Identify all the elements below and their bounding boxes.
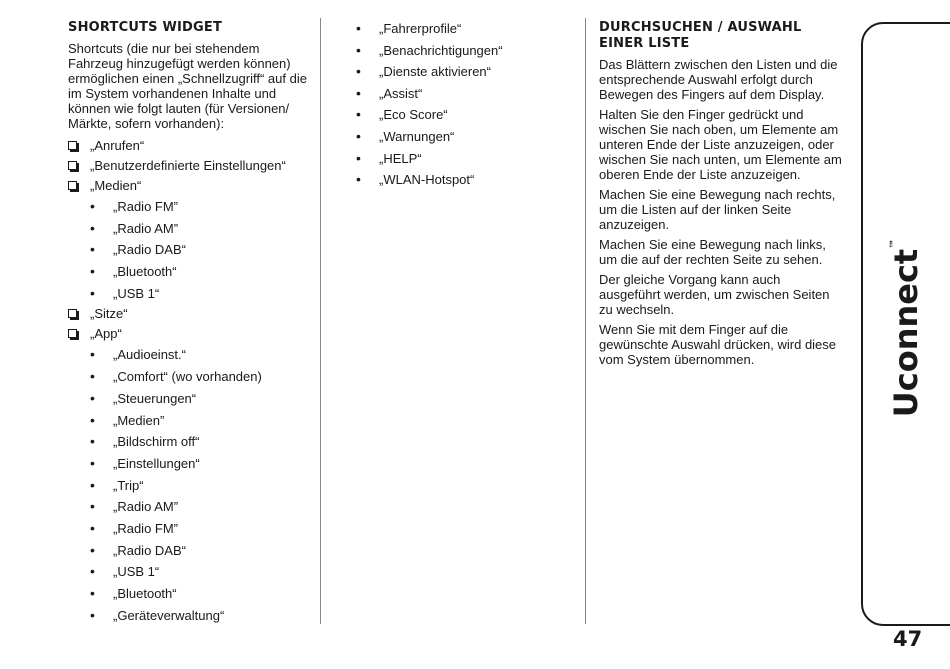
sub-list-item xyxy=(68,261,308,283)
list-item-text: „WLAN-Hotspot“ xyxy=(379,172,475,188)
list-item-text: „Medien” xyxy=(113,412,165,428)
list-item-text: „Steuerungen“ xyxy=(113,390,197,406)
bullet-dot-icon: • xyxy=(90,219,95,236)
column-divider xyxy=(585,18,586,624)
list-item xyxy=(68,156,308,176)
bullet-dot-icon: • xyxy=(356,106,361,123)
section-heading-shortcuts: SHORTCUTS WIDGET xyxy=(68,20,223,35)
list-item-text: „Radio FM” xyxy=(113,199,179,214)
bullet-dot-icon: • xyxy=(90,519,95,536)
list-item-text: „HELP“ xyxy=(379,150,422,166)
instruction-paragraph: Wenn Sie mit dem Finger auf die gewünschte Auswahl drücken, wird diese vom System übernommen. xyxy=(599,322,837,367)
list-item-text: „Radio DAB“ xyxy=(113,542,186,558)
instruction-paragraph: Halten Sie den Finger gedrückt und wischen Sie nach oben, um Elemente am unteren Ende der Liste anzuzeigen, oder wischen Sie nach unten, um Elemente am oberen Ende der Liste anzuzeigen. xyxy=(599,107,842,182)
list-item-text: „Geräteverwaltung“ xyxy=(113,607,225,623)
shortcuts-list xyxy=(68,136,308,626)
trademark-symbol: ™ xyxy=(889,238,900,249)
list-item-text: „Bluetooth“ xyxy=(113,264,177,280)
list-item-text: „Comfort“ (wo vorhanden) xyxy=(113,369,262,385)
list-item-text: „Fahrerprofile“ xyxy=(379,21,462,36)
section-heading-browse: DURCHSUCHEN / AUSWAHL EINER LISTE xyxy=(599,20,802,51)
shortcuts-intro: Shortcuts (die nur bei stehendem Fahrzeug hinzugefügt werden können) ermöglichen einen „Schnellzugriff“ auf die im System vorhandenen Inhalte und können wie folgt lauten (für Versionen/ Märkte, sofern vorhanden): xyxy=(68,41,307,131)
list-item-text: „Sitze“ xyxy=(90,306,128,322)
sub-list-item xyxy=(356,40,576,62)
instruction-paragraph: Das Blättern zwischen den Listen und die entsprechende Auswahl erfolgt durch Bewegen des Fingers auf dem Display. xyxy=(599,57,838,102)
bullet-dot-icon: • xyxy=(356,84,361,101)
bullet-dot-icon: • xyxy=(356,41,361,58)
instruction-paragraph: Der gleiche Vorgang kann auch ausgeführt werden, um zwischen Seiten zu wechseln. xyxy=(599,272,830,317)
bullet-dot-icon: • xyxy=(356,63,361,80)
sub-list-item xyxy=(68,605,308,627)
list-item xyxy=(68,324,308,344)
bullet-dot-icon: • xyxy=(356,20,361,36)
checkbox-square-icon xyxy=(68,181,77,190)
sub-list-item xyxy=(356,18,576,40)
checkbox-square-icon xyxy=(68,309,77,318)
bullet-dot-icon: • xyxy=(90,563,95,580)
sub-list-item xyxy=(356,169,576,191)
sub-list-item xyxy=(68,540,308,562)
list-item-text: „Radio FM” xyxy=(113,520,179,536)
list-item-text: „Dienste aktivieren“ xyxy=(379,64,491,80)
bullet-dot-icon: • xyxy=(90,476,95,493)
checkbox-square-icon xyxy=(68,161,77,170)
instruction-paragraph: Machen Sie eine Bewegung nach rechts, um die Listen auf der linken Seite anzuzeigen. xyxy=(599,187,836,232)
column-divider xyxy=(320,18,321,624)
list-item-text: „Medien“ xyxy=(90,178,142,193)
list-item xyxy=(68,176,308,196)
checkbox-square-icon xyxy=(68,141,77,150)
list-item-text: „Benutzerdefinierte Einstellungen“ xyxy=(90,158,286,173)
sub-list-item xyxy=(68,366,308,388)
bullet-dot-icon: • xyxy=(90,585,95,601)
sub-list-item xyxy=(68,388,308,410)
shortcuts-list-continued xyxy=(356,18,576,191)
sub-list-item xyxy=(68,496,308,518)
list-item-text: „USB 1“ xyxy=(113,564,160,580)
page-number: 47 xyxy=(893,627,923,651)
list-item-text: „Radio AM” xyxy=(113,499,179,515)
bullet-dot-icon: • xyxy=(90,198,95,214)
list-item-text: „Bluetooth“ xyxy=(113,586,177,601)
list-item-text: „Bildschirm off“ xyxy=(113,434,200,450)
list-item-text: „Audioeinst.“ xyxy=(113,347,186,363)
list-item-text: „USB 1“ xyxy=(113,285,160,301)
chapter-title xyxy=(887,239,925,417)
list-item-text: „Einstellungen“ xyxy=(113,455,200,471)
sub-list-item xyxy=(68,218,308,240)
list-item-text: „Trip“ xyxy=(113,477,144,493)
bullet-dot-icon: • xyxy=(356,127,361,144)
bullet-dot-icon: • xyxy=(90,263,95,280)
bullet-dot-icon: • xyxy=(356,171,361,188)
list-item-text: „Assist“ xyxy=(379,85,423,101)
sub-list-item xyxy=(68,583,308,605)
bullet-dot-icon: • xyxy=(90,284,95,301)
sub-list-item xyxy=(68,475,308,497)
sub-list-item xyxy=(68,561,308,583)
right-column xyxy=(599,18,844,372)
bullet-dot-icon: • xyxy=(90,368,95,385)
sub-list-item xyxy=(68,283,308,305)
list-item-text: „Benachrichtigungen“ xyxy=(379,42,503,58)
middle-column xyxy=(356,18,576,191)
sub-list-item xyxy=(68,344,308,366)
bullet-dot-icon: • xyxy=(90,454,95,471)
bullet-dot-icon: • xyxy=(356,149,361,166)
list-item xyxy=(68,304,308,324)
sub-list-item xyxy=(68,431,308,453)
list-item xyxy=(68,136,308,156)
sub-list-item xyxy=(68,196,308,218)
list-item-text: „App“ xyxy=(90,326,122,342)
sub-list-item xyxy=(68,410,308,432)
sub-list-item xyxy=(356,83,576,105)
bullet-dot-icon: • xyxy=(90,389,95,406)
sub-list-item xyxy=(356,61,576,83)
list-item-text: „Warnungen“ xyxy=(379,128,455,144)
sub-list-item xyxy=(68,239,308,261)
left-column xyxy=(68,18,308,626)
bullet-dot-icon: • xyxy=(90,241,95,258)
list-item-text: „Radio DAB“ xyxy=(113,242,186,258)
list-item-text: „Radio AM” xyxy=(113,220,179,236)
bullet-dot-icon: • xyxy=(90,541,95,558)
chapter-title-text: Uconnect xyxy=(887,248,925,418)
bullet-dot-icon: • xyxy=(90,411,95,428)
list-item-text: „Anrufen“ xyxy=(90,138,145,153)
bullet-dot-icon: • xyxy=(90,346,95,363)
sub-list-item xyxy=(356,104,576,126)
list-item-text: „Eco Score“ xyxy=(379,107,448,123)
bullet-dot-icon: • xyxy=(90,606,95,623)
browse-instructions xyxy=(599,57,844,367)
sub-list-item xyxy=(68,518,308,540)
bullet-dot-icon: • xyxy=(90,433,95,450)
checkbox-square-icon xyxy=(68,329,77,338)
bullet-dot-icon: • xyxy=(90,498,95,515)
instruction-paragraph: Machen Sie eine Bewegung nach links, um die auf der rechten Seite zu sehen. xyxy=(599,237,826,267)
sub-list-item xyxy=(356,148,576,170)
sub-list-item xyxy=(68,453,308,475)
sub-list-item xyxy=(356,126,576,148)
